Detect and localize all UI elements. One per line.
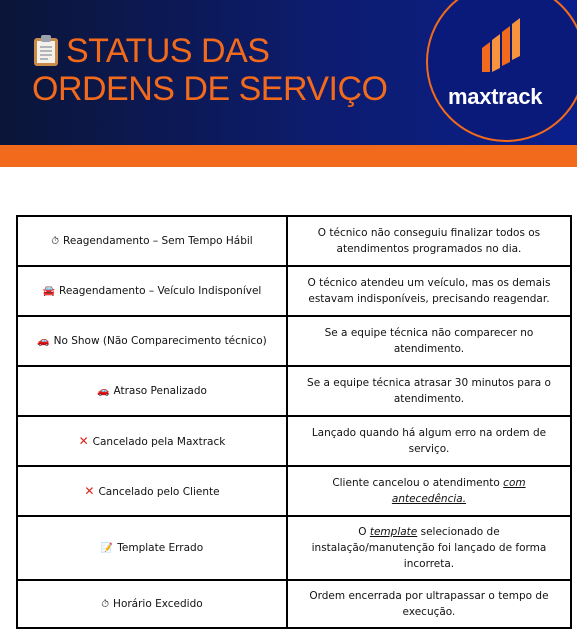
clipboard-icon [32,34,60,66]
description-cell [287,466,571,516]
description-cell: O técnico atendeu um veículo, mas os demais estavam indisponíveis, precisando reagendar. [287,266,571,316]
table-row [17,316,571,366]
status-cell [17,416,287,466]
title-line-1: STATUS DAS [66,32,270,70]
page-title [32,32,388,108]
description-cell [287,516,571,580]
stopwatch-icon: ⏱ [51,235,60,247]
title-line-2: ORDENS DE SERVIÇO [32,70,388,108]
memo-icon: 📝 [100,542,114,554]
description-text: selecionado de instalação/manutenção foi lançado de forma incorreta. [311,526,547,570]
table-row [17,216,571,266]
description-cell: O técnico não conseguiu finalizar todos os atendimentos programados no dia. [287,216,571,266]
status-cell [17,266,287,316]
status-label: Horário Excedido [113,597,203,610]
description-text: O [358,526,370,538]
table-row [17,580,571,628]
table-row [17,466,571,516]
status-cell [17,216,287,266]
description-cell: Ordem encerrada por ultrapassar o tempo de execução. [287,580,571,628]
description-emphasis: com antecedência. [391,477,526,505]
status-label: Reagendamento – Sem Tempo Hábil [63,234,253,247]
maxtrack-logo-icon [478,18,524,72]
cross-mark-icon: ✕ [78,433,89,448]
status-cell [17,466,287,516]
status-label: Atraso Penalizado [113,384,207,397]
red-car-icon: 🚗 [37,335,50,347]
status-label: No Show (Não Comparecimento técnico) [53,334,267,347]
red-car-icon: 🚗 [97,385,110,397]
status-cell [17,316,287,366]
car-icon: 🚘 [42,285,56,297]
description-emphasis: template [369,526,418,538]
status-label: Template Errado [117,541,204,554]
status-table [16,215,572,629]
table-row [17,516,571,580]
header-banner [0,0,577,145]
status-label: Reagendamento – Veículo Indisponível [59,284,262,297]
description-cell: Se a equipe técnica atrasar 30 minutos para o atendimento. [287,366,571,416]
status-label: Cancelado pelo Cliente [98,485,220,498]
description-text: Cliente cancelou o atendimento [332,477,504,489]
stopwatch-icon: ⏱ [101,598,110,610]
status-cell [17,366,287,416]
status-label: Cancelado pela Maxtrack [92,435,226,448]
logo-text: maxtrack [448,84,543,109]
description-cell: Lançado quando há algum erro na ordem de serviço. [287,416,571,466]
status-cell [17,580,287,628]
table-row [17,366,571,416]
description-cell: Se a equipe técnica não comparecer no atendimento. [287,316,571,366]
table-row [17,416,571,466]
orange-stripe [0,145,577,167]
status-cell [17,516,287,580]
cross-mark-icon: ✕ [84,483,95,498]
table-row [17,266,571,316]
